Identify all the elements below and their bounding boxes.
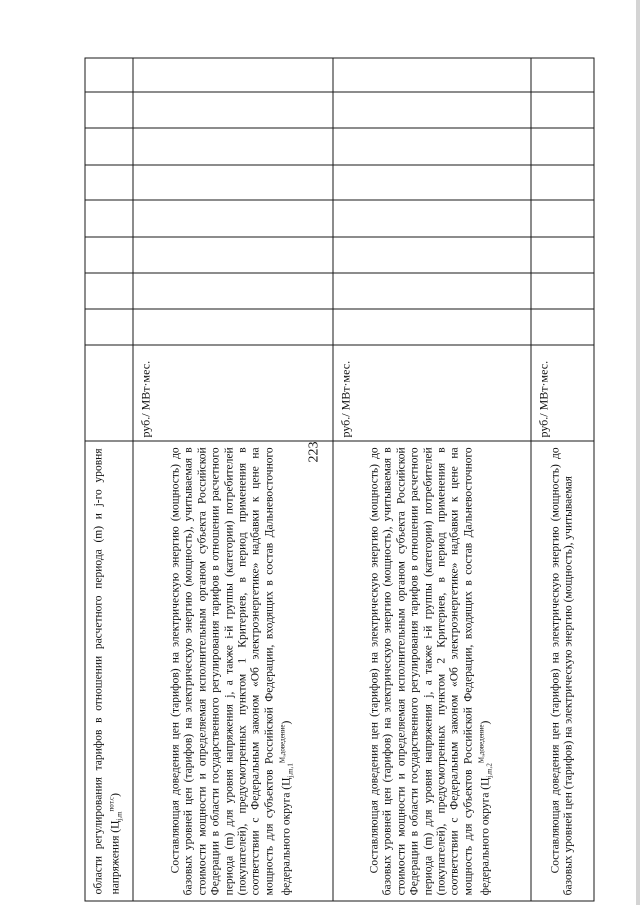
table-row: [335, 443, 530, 899]
row-description: Составляющая доведения цен (тарифов) на электрическую энергию (мощность) до базовых уровней цен (тарифов) на электрическую энергию (мощность), учитываемая: [549, 447, 575, 895]
unit-label: руб./ МВт·мес.: [138, 360, 153, 437]
row-description: Составляющая доведения цен (тарифов) на электрическую энергию (мощность) до базовых уровней цен (тарифов) на электрическую энергию (мощность), учитываемая в стоимости мощности и определяемая исполнительным органом субъекта Российской Федерации в области государственного регулирования тарифов в отношении расчетного периода (m) для уровня напряжения j, а также i-й группы (категории) потребителей (покупателей), предусмотренных пунктом 2 Критериев, в период применения в соответствии с Федеральным законом «Об электроэнергетике» надбавки к цене на мощность для субъектов Российской Федерации, входящих в состав Дальневосточного федерального округа $(Ц_{j,m,2}^{M,доведение})$: [368, 447, 494, 895]
table-row-unit: [533, 347, 555, 439]
page-number: 223: [306, 441, 321, 463]
table-row: [533, 443, 593, 899]
row-description: Составляющая доведения цен (тарифов) на электрическую энергию (мощность) до базовых уровней цен (тарифов) на электрическую энергию (мощность), учитываемая в стоимости мощности и определяемая исполнительным органом субъекта Российской Федерации в области государственного регулирования тарифов в отношении расчетного периода (m) для уровня напряжения j, а также i-й группы (категории) потребителей (покупателей), предусмотренных пунктом 1 Критериев, в период применения в соответствии с Федеральным законом «Об электроэнергетике» надбавки к цене на мощность для субъектов Российской Федерации, входящих в состав Дальневосточного федерального округа $(Ц_{j,m,1}^{M,доведение})$: [169, 447, 295, 895]
row-description: области регулирования тарифов в отношении расчетного периода (m) и j-го уровня напряжения $(Ц_{j,m}^{пот.с})$: [92, 448, 124, 894]
table-row-unit: [335, 347, 357, 439]
unit-label: руб./ МВт·мес.: [338, 360, 353, 437]
table-row: [135, 443, 332, 899]
table-row: [87, 443, 132, 899]
unit-label: руб./ МВт·мес.: [536, 360, 551, 437]
table-row-unit: [135, 347, 157, 439]
